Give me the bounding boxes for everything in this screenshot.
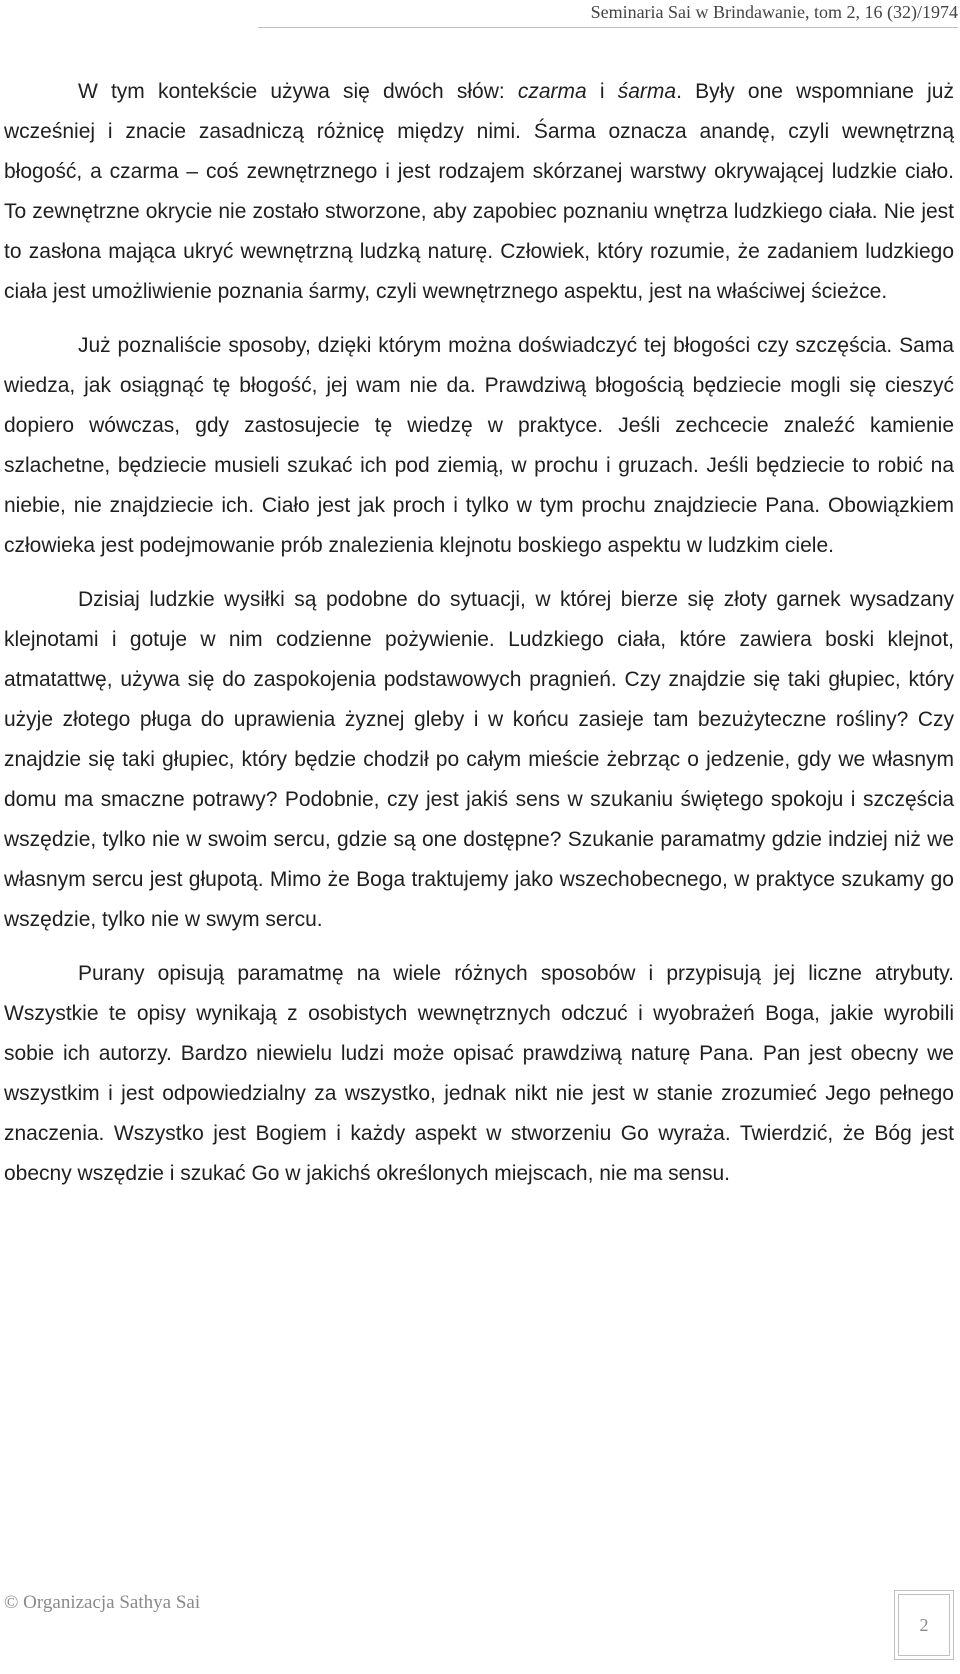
- paragraph-4: Purany opisują paramatmę na wiele różnych sposobów i przypisują jej liczne atrybuty. Wszystkie te opisy wynikają z osobistych wewnętrznych odczuć i wyobrażeń Boga, jakie wyrobili sobie ich autorzy. Bardzo niewielu ludzi może opisać prawdziwą naturę Pana. Pan jest obecny we wszystkim i jest odpowiedzialny za wszystko, jednak nikt nie jest w stanie zrozumieć Jego pełnego znaczenia. Wszystko jest Bogiem i każdy aspekt w stworzeniu Go wyraża. Twierdzić, że Bóg jest obecny wszędzie i szukać Go w jakichś określonych miejscach, nie ma sensu.: [4, 962, 954, 1185]
- paragraph-3: Dzisiaj ludzkie wysiłki są podobne do sytuacji, w której bierze się złoty garnek wysadzany klejnotami i gotuje w nim codzienne pożywienie. Ludzkiego ciała, które zawiera boski klejnot, atmatattwę, używa się do zaspokojenia podstawowych pragnień. Czy znajdzie się taki głupiec, który użyje złotego pługa do uprawienia żyznej gleby i w końcu zasieje tam bezużyteczne rośliny? Czy znajdzie się taki głupiec, który będzie chodził po całym mieście żebrząc o jedzenie, gdy we własnym domu ma smaczne potrawy? Podobnie, czy jest jakiś sens w szukaniu świętego spokoju i szczęścia wszędzie, tylko nie w swoim sercu, gdzie są one dostępne? Szukanie paramatmy gdzie indziej niż we własnym sercu jest głupotą. Mimo że Boga traktujemy jako wszechobecnego, w praktyce szukamy go wszędzie, tylko nie w swym sercu.: [4, 588, 954, 931]
- paragraph-2: Już poznaliście sposoby, dzięki którym można doświadczyć tej błogości czy szczęścia. Sama wiedza, jak osiągnąć tę błogość, jej wam nie da. Prawdziwą błogością będziecie mogli się cieszyć dopiero wówczas, gdy zastosujecie tę wiedzę w praktyce. Jeśli zechcecie znaleźć kamienie szlachetne, będziecie musieli szukać ich pod ziemią, w prochu i gruzach. Jeśli będziecie to robić na niebie, nie znajdziecie ich. Ciało jest jak proch i tylko w tym prochu znajdziecie Pana. Obowiązkiem człowieka jest podejmowanie prób znalezienia klejnotu boskiego aspektu w ludzkim ciele.: [4, 334, 954, 557]
- paragraph-1-rest: . Były one wspomniane już wcześniej i znacie zasadniczą różnicę między nimi. Śarma oznacza anandę, czyli wewnętrzną błogość, a czarma – coś zewnętrznego i jest rodzajem skórzanej warstwy okrywającej ludzkie ciało. To zewnętrzne okrycie nie zostało stworzone, aby zapobiec poznaniu wnętrza ludzkiego ciała. Nie jest to zasłona mająca ukryć wewnętrzną ludzką naturę. Człowiek, który rozumie, że zadaniem ludzkiego ciała jest umożliwienie poznania śarmy, czyli wewnętrznego aspektu, jest na właściwej ścieżce.: [4, 80, 954, 303]
- running-header: Seminaria Sai w Brindawanie, tom 2, 16 (32)/1974: [258, 2, 958, 28]
- paragraph-1-lead: W tym kontekście używa się dwóch słów:: [78, 80, 518, 103]
- term-sarma: śarma: [617, 80, 677, 103]
- copyright-footer: © Organizacja Sathya Sai: [4, 1592, 201, 1613]
- page-number-label: 2: [919, 1615, 929, 1635]
- page-number: [894, 1590, 954, 1660]
- term-czarma: czarma: [517, 80, 587, 103]
- paragraph-1: [4, 72, 954, 312]
- document-body: [4, 72, 954, 1208]
- paragraph-1-conjunction: i: [586, 80, 618, 103]
